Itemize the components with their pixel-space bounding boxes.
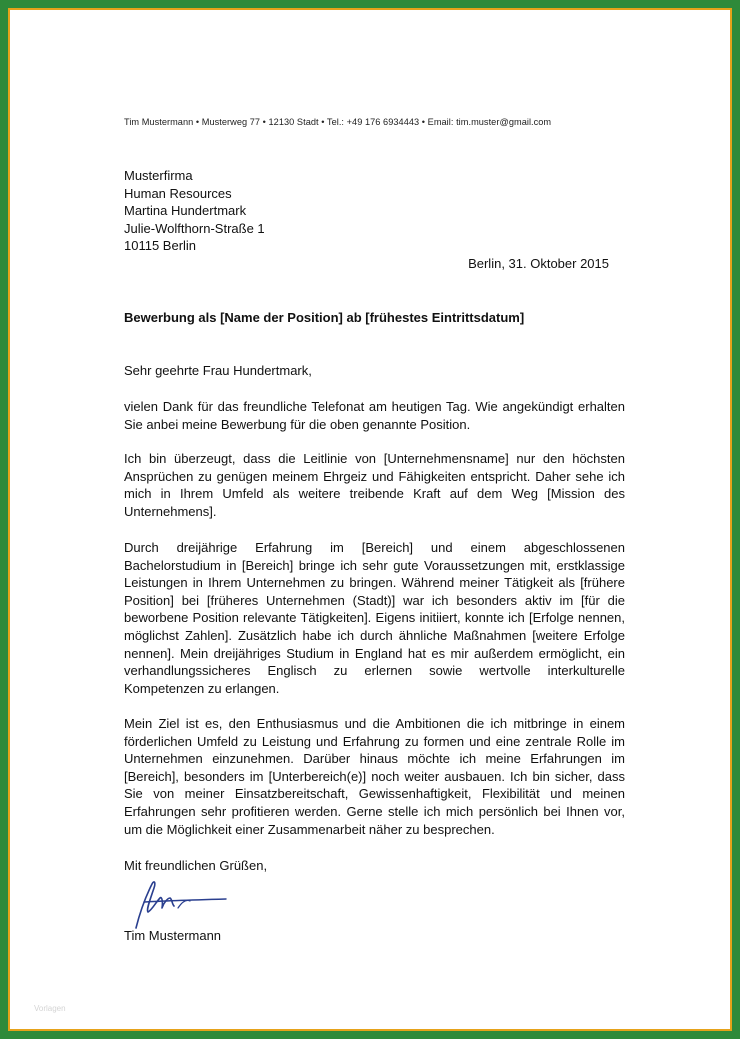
page-inner-border — [8, 8, 732, 1031]
recipient-department: Human Resources — [124, 185, 232, 201]
sender-address-line: Tim Mustermann • Musterweg 77 • 12130 Stadt • Tel.: +49 176 6934443 • Email: tim.muster@gmail.com — [124, 117, 552, 127]
signature-stroke — [136, 882, 174, 928]
body-paragraph: Mein Ziel ist es, den Enthusiasmus und die Ambitionen die ich mitbringe in einem förderlichen Umfeld zu Leistung und Erfahrung zu formen und eine zentrale Rolle im Unternehmen einzunehmen. Darüber hinaus möchte ich meine Erfahrungen im [Bereich], besonders im [Unterbereich(e)] noch weiter ausbauen. Ich bin sicher, dass Sie von meiner Einsatzbereitschaft, Gewissenhaftigkeit, Flexibilität und meinen Erfahrungen sehr profitieren werden. Gerne stelle ich mich persönlich bei Ihnen vor, um die Möglichkeit einer Zusammenarbeit näher zu besprechen. — [124, 716, 625, 837]
signature-image — [122, 872, 232, 932]
closing-phrase: Mit freundlichen Grüßen, — [124, 858, 268, 873]
letter-page — [10, 10, 730, 1029]
watermark-text: Vorlagen — [34, 1004, 66, 1013]
salutation: Sehr geehrte Frau Hundertmark, — [124, 363, 312, 378]
recipient-company: Musterfirma — [124, 168, 193, 183]
recipient-address — [124, 167, 265, 255]
letter-subject: Bewerbung als [Name der Position] ab [frühestes Eintrittsdatum] — [124, 310, 525, 325]
recipient-street: Julie-Wolfthorn-Straße 1 — [124, 220, 265, 236]
signature-stroke — [178, 900, 190, 908]
signer-name: Tim Mustermann — [124, 928, 222, 943]
recipient-person: Martina Hundertmark — [124, 203, 247, 219]
body-paragraph: vielen Dank für das freundliche Telefonat am heutigen Tag. Wie angekündigt erhalten Sie anbei meine Bewerbung für die oben genannte Position. — [124, 399, 625, 432]
body-paragraph: Durch dreijährige Erfahrung im [Bereich] und einem abgeschlossenen Bachelorstudium in [Bereich] bringe ich sehr gute Voraussetzungen mit, erstklassige Leistungen in Ihrem Unternehmen zu bringen. Während meiner Tätigkeit als [frühere Position] bei [früheres Unternehmen (Stadt)] war ich besonders aktiv im [für die beworbene Position relevante Tätigkeiten]. Eigens initiiert, konnte ich [Erfolge nennen, möglichst Zahlen]. Zusätzlich habe ich durch ähnliche Maßnahmen [weitere Erfolge nennen]. Mein dreijähriges Studium in England hat es mir außerdem ermöglicht, ein verhandlungssicheres Englisch zu erlernen sowie wertvolle interkulturelle Kompetenzen zu erlangen. — [124, 540, 625, 696]
recipient-city: 10115 Berlin — [124, 238, 197, 254]
body-paragraph: Ich bin überzeugt, dass die Leitlinie von [Unternehmensname] nur den höchsten Ansprüchen zu genügen meinem Ehrgeiz und Fähigkeiten entspricht. Daher sehe ich mich in Ihrem Umfeld als weitere treibende Kraft auf dem Weg [Mission des Unternehmens]. — [124, 451, 625, 519]
letter-date: Berlin, 31. Oktober 2015 — [468, 256, 609, 271]
